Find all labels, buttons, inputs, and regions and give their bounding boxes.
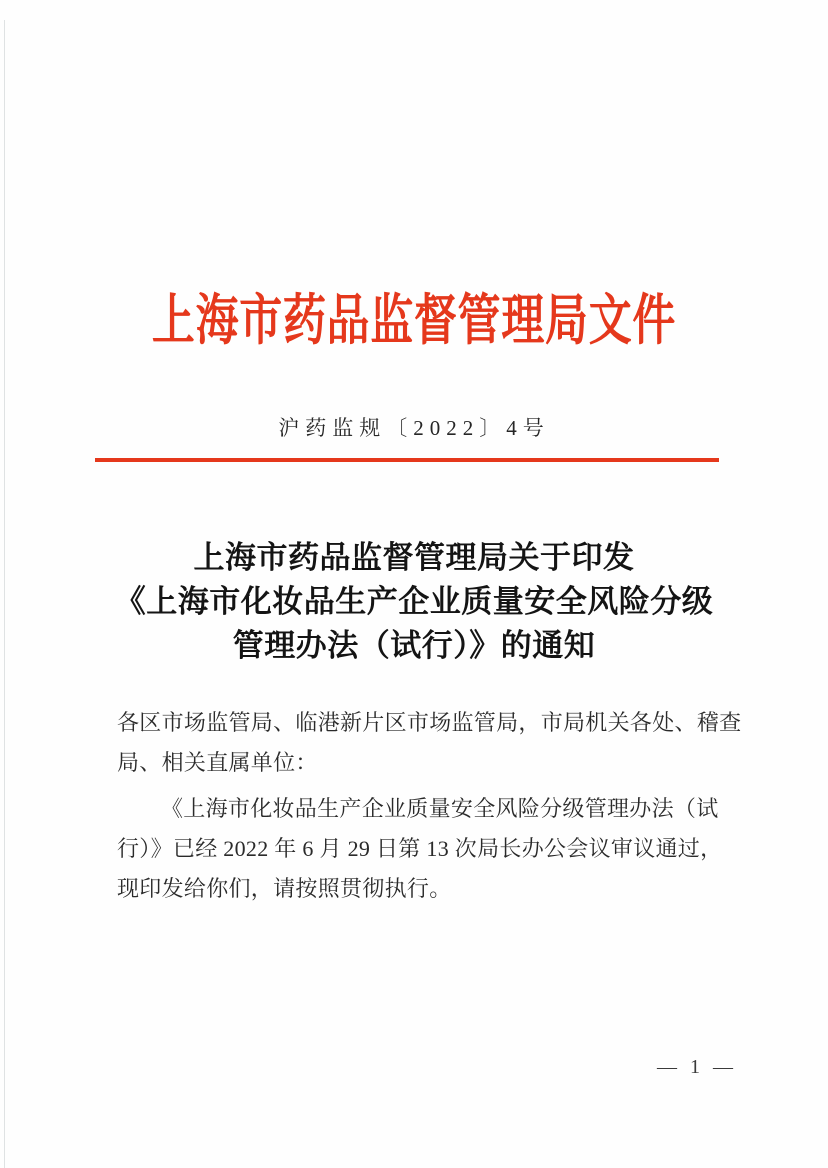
notice-title-line: 《上海市化妆品生产企业质量安全风险分级 xyxy=(114,584,714,619)
document-number: 沪药监规〔2022〕4号 xyxy=(278,416,550,440)
salutation-line: 局、相关直属单位： xyxy=(117,750,318,775)
main-paragraph-line: 行）》已经 2022 年 6 月 29 日第 13 次局长办公会议审议通过， xyxy=(117,836,723,861)
notice-title xyxy=(0,536,828,668)
main-paragraph xyxy=(117,789,740,909)
notice-body xyxy=(117,703,740,909)
masthead-title: 上海市药品监督管理局文件 xyxy=(151,290,677,351)
document-masthead xyxy=(0,288,828,354)
red-divider-rule xyxy=(95,458,719,462)
notice-title-line: 上海市药品监督管理局关于印发 xyxy=(193,540,635,575)
main-paragraph-line: 《上海市化妆品生产企业质量安全风险分级管理办法（试 xyxy=(161,796,719,821)
page-number: — 1 — xyxy=(657,1056,737,1078)
salutation-paragraph xyxy=(117,703,740,783)
main-paragraph-line: 现印发给你们，请按照贯彻执行。 xyxy=(117,876,452,901)
salutation-line: 各区市场监管局、临港新片区市场监管局，市局机关各处、稽查 xyxy=(117,710,742,735)
notice-title-line: 管理办法（试行）》的通知 xyxy=(232,628,596,663)
